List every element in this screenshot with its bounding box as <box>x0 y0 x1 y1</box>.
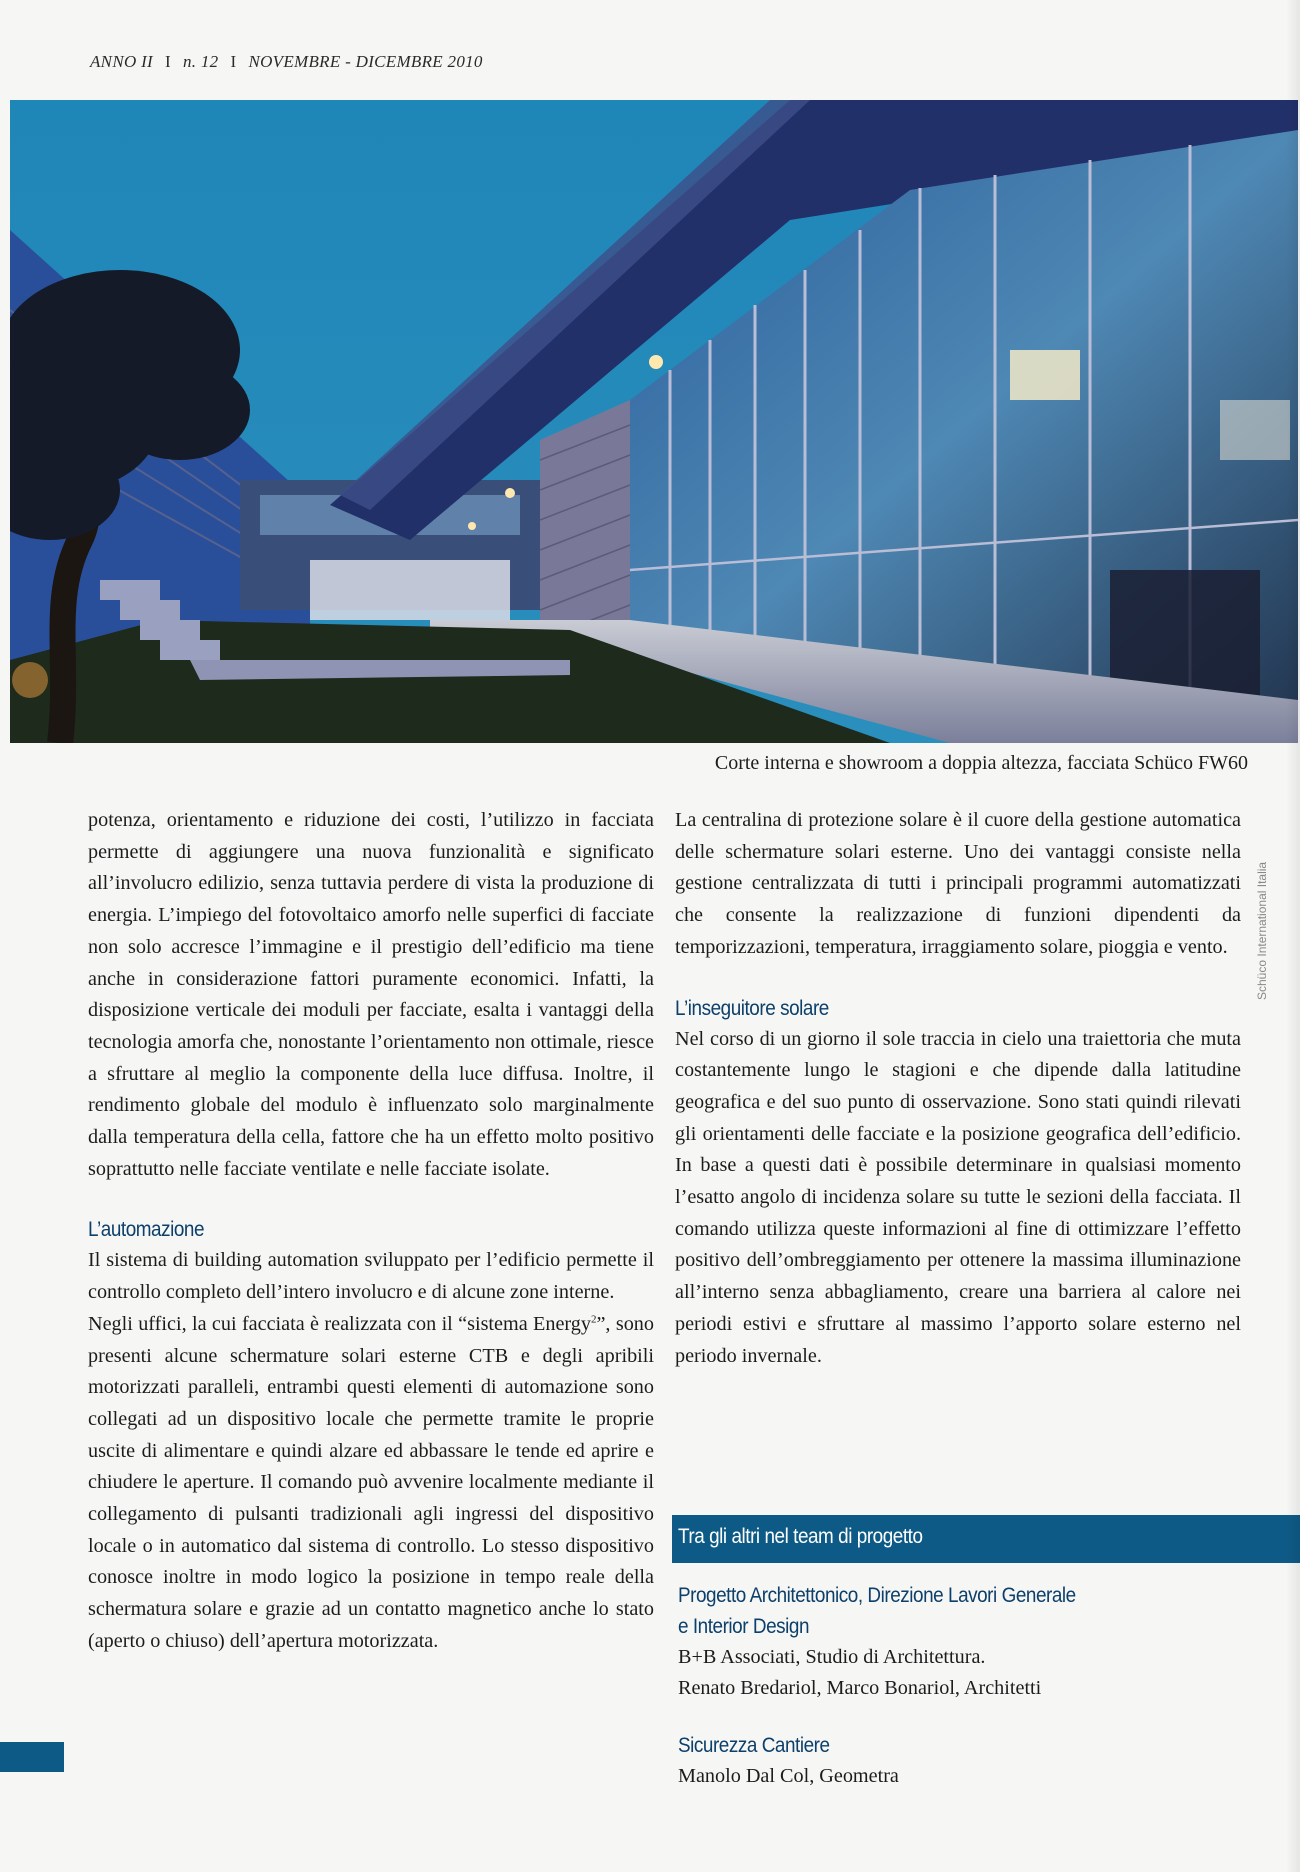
intro-paragraph: potenza, orientamento e riduzione dei costi, l’utilizzo in facciata permette di aggiungere una nuova funzionalità e significato all’involucro edilizio, senza tuttavia perdere di vista la produzione di energia. L’impiego del fotovoltaico amorfo nelle superfici di facciate non solo accresce l’immagine e il prestigio dell’edificio ma tiene anche in considerazione fattori puramente economici. Infatti, la disposizione verticale dei moduli per facciate, esalta i vantaggi della tecnologia amorfa che, nonostante l’orientamento non ottimale, riesce a sfruttare al meglio la componente della luce diffusa. Inoltre, il rendimento globale del modulo è influenzato solo marginalmente dalla temperatura della cella, fattore che ha un effetto molto positivo soprattutto nelle facciate ventilate e nelle facciate isolate. <box>88 809 654 1180</box>
team-role: Sicurezza Cantiere <box>678 1734 830 1757</box>
team-section-title: Tra gli altri nel team di progetto <box>678 1525 923 1548</box>
team-list <box>678 1580 1278 1792</box>
page-header <box>90 52 483 72</box>
team-members: B+B Associati, Studio di Architettura. <box>678 1646 986 1668</box>
building-photo <box>10 100 1298 743</box>
courtyard-facade-illustration <box>10 100 1298 743</box>
automation-paragraph-2 <box>88 1309 654 1658</box>
team-entry <box>678 1580 1278 1704</box>
team-section-banner <box>672 1515 1300 1563</box>
header-separator: I <box>230 52 237 71</box>
right-column <box>675 805 1241 1372</box>
issue-number: n. 12 <box>182 52 219 71</box>
team-role: e Interior Design <box>678 1615 810 1638</box>
photo-caption: Corte interna e showroom a doppia altezza, facciata Schüco FW60 <box>714 752 1248 774</box>
tracker-paragraph: Nel corso di un giorno il sole traccia in cielo una traiettoria che muta costantemente lungo le stagioni e che dipende dalla latitudine geografica e del suo punto di osservazione. Sono stati quindi rilevati gli orientamenti delle facciate e la posizione geografica dell’edificio. In base a questi dati è possibile determinare in qualsiasi momento l’esatto angolo di incidenza solare su tutte le sezioni della facciata. Il comando utilizza queste informazioni al fine di ottimizzare l’effetto positivo dell’ombreggiamento per ottenere la massima illuminazione all’interno senza abbagliamento, creare una barriera al calore nei periodi estivi e sfruttare al massimo l’apporto solare esterno nel periodo invernale. <box>675 1027 1241 1367</box>
tracker-heading: L’inseguitore solare <box>675 996 829 1020</box>
centralina-paragraph: La centralina di protezione solare è il cuore della gestione automatica delle schermature solari esterne. Uno dei vantaggi consiste nella gestione centralizzata di tutti i principali programmi automatizzati che consente la realizzazione di funzioni dipendenti da temporizzazioni, temperatura, irraggiamento solare, pioggia e vento. <box>675 809 1241 958</box>
energy-superscript: 2 <box>590 1313 597 1326</box>
page-gutter-shadow <box>1286 0 1300 1872</box>
issue-date: NOVEMBRE - DICEMBRE 2010 <box>248 52 483 71</box>
automation-heading: L’automazione <box>88 1218 205 1242</box>
left-column <box>88 805 654 1658</box>
page-edge-tab <box>0 1742 64 1772</box>
photo-credit: Schüco International Italia <box>1255 861 1269 1000</box>
team-role: Progetto Architettonico, Direzione Lavori Generale <box>678 1584 1076 1607</box>
team-members: Renato Bredariol, Marco Bonariol, Architetti <box>678 1677 1042 1699</box>
team-entry <box>678 1730 1278 1792</box>
team-members: Manolo Dal Col, Geometra <box>678 1765 899 1787</box>
automation-paragraph-1: Il sistema di building automation sviluppato per l’edificio permette il controllo completo dell’intero involucro e di alcune zone interne. <box>88 1249 654 1304</box>
header-separator: I <box>165 52 171 71</box>
automation-p2-rest: ”, sono presenti alcune schermature solari esterne CTB e degli apribili motorizzati paralleli, entrambi questi elementi di automazione sono collegati ad un dispositivo locale che permette tramite le proprie uscite di alimentare e quindi alzare ed abbassare le tende ed aprire e chiudere le aperture. Il comando può avvenire localmente mediante il collegamento di pulsanti tradizionali agli ingressi del dispositivo locale o in automatico dal sistema di controllo. Lo stesso dispositivo conosce inoltre in modo logico la posizione in tempo reale della schermatura solare e grazie ad un contatto magnetico anche lo stato (aperto o chiuso) dell’apertura motorizzata. <box>88 1312 654 1652</box>
automation-p2-start: Negli uffici, la cui facciata è realizzata con il “sistema Energy <box>88 1312 591 1335</box>
volume-label: ANNO II <box>90 52 154 71</box>
